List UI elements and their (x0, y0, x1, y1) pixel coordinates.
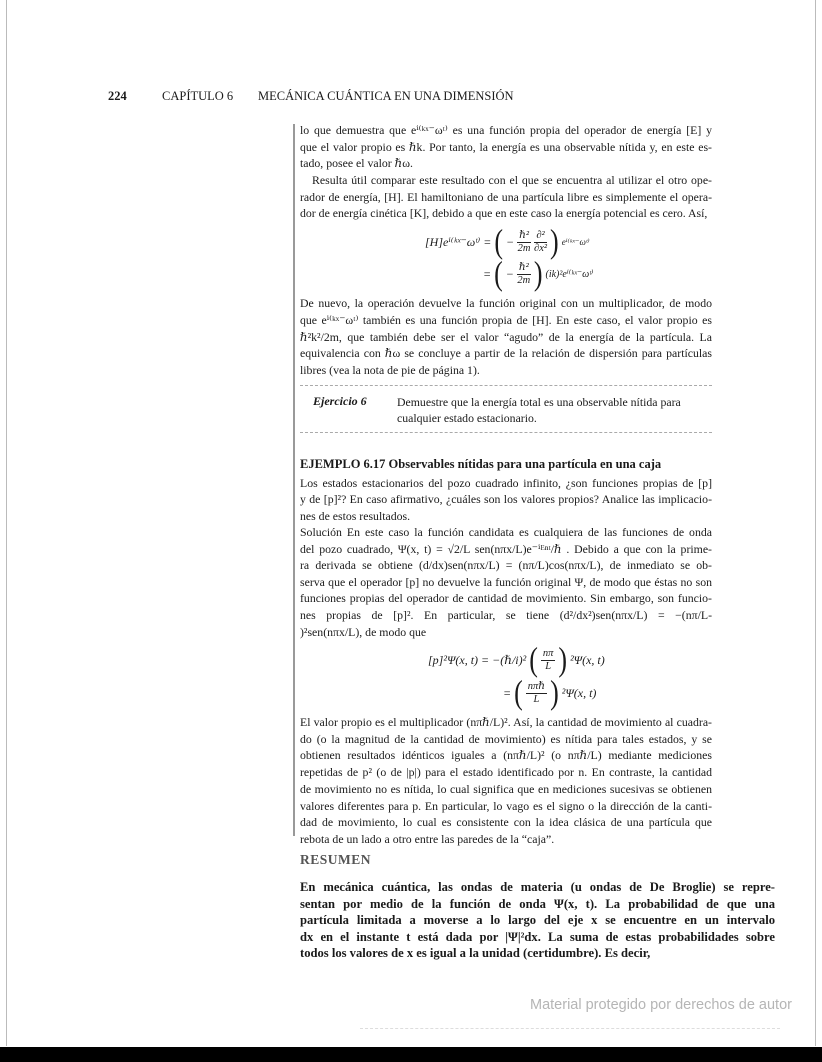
numerator: nπℏ (527, 680, 546, 692)
paren: ( (529, 640, 538, 679)
summary-line: dx en el instante t está dada por |Ψ|²dx. La suma de estas probabilidades sobre (300, 929, 775, 944)
fraction (526, 681, 547, 706)
paren: ) (533, 254, 543, 293)
paragraph-line: rebota de un lado a otro entre las paredes de la “caja”. (300, 831, 555, 846)
paragraph-line: De nuevo, la operación devuelve la función original con un multiplicador, de modo (300, 296, 712, 310)
fraction (541, 648, 556, 673)
paragraph-line: de movimiento no es nítida, lo cual significa que en mediciones sucesivas se obtienen (300, 781, 712, 796)
paragraph-line: valores diferentes para p. En particular, lo vago es el signo o la dirección de la canti- (300, 798, 712, 813)
numerator: ℏ² (519, 229, 530, 241)
paren: ( (494, 254, 503, 293)
paren: ) (550, 673, 559, 712)
summary-line: sentan por medio de la función de onda Ψ(x, t). La probabilidad de que una (300, 896, 775, 911)
solution-line: )²sen(nπx/L), de modo que (300, 624, 427, 639)
exercise-divider-bottom (300, 432, 712, 433)
paragraph-line: repetidas de p² (o de |p|) para el estado identificado por n. En contraste, la cantidad (300, 765, 712, 780)
paragraph-line: que el valor propio es ℏk. Por tanto, la energía es una observable nítida y, en este es- (300, 139, 712, 154)
example-question-line: y de [p]²? En caso afirmativo, ¿cuáles son los valores propios? Analice las implicacio- (300, 492, 712, 507)
paragraph-line: libres (vea la nota de pie de página 1). (300, 363, 480, 378)
example-question-line: Los estados estacionarios del pozo cuadrado infinito, ¿son funciones propias de [p] (300, 476, 712, 490)
paragraph-line: rador de energía, [H]. El hamiltoniano de una partícula libre es simplemente el opera- (300, 189, 712, 204)
fraction (517, 230, 531, 255)
exercise-label: Ejercicio 6 (313, 394, 367, 408)
chapter-title: MECÁNICA CUÁNTICA EN UNA DIMENSIÓN (258, 89, 514, 103)
numerator: ∂² (536, 229, 545, 241)
summary-line: partícula limitada a moverse a lo largo del eje x se encuentre en un intervalo (300, 913, 775, 928)
bottom-bar (0, 1047, 822, 1062)
eq-tail: (ik)²eⁱ⁽ᵏˣ⁻ωᵗ⁾ (545, 268, 594, 280)
paragraph-line: dad de movimiento, lo cual es consistente con la idea clásica de una partícula que (300, 815, 712, 830)
solution-line: del pozo cuadrado, Ψ(x, t) = √2/L sen(nπx/L)e⁻ⁱᴱⁿᵗ/ℏ . Debido a que con la prime- (300, 541, 712, 556)
example-question-line: nes de estos resultados. (300, 508, 411, 523)
copyright-watermark: Material protegido por derechos de autor (530, 997, 792, 1013)
paragraph-line: El valor propio es el multiplicador (nπℏ/L)². Así, la cantidad de movimiento al cuadra- (300, 715, 712, 729)
solution-line: ra derivada se obtiene (d/dx)sen(nπx/L) = (nπ/L)cos(nπx/L), de inmediato se ob- (300, 558, 712, 573)
page-border-left (6, 0, 7, 1046)
fraction (534, 230, 547, 255)
solution-line: funciones propias del operador de cantidad de movimiento. Sin embargo, son funcio- (300, 591, 712, 606)
solution-line: nes propias de [p]². En particular, se tiene (d²/dx²)sen(nπx/L) = −(nπ/L- (300, 608, 712, 622)
paren: ( (514, 673, 523, 712)
paragraph-line: equivalencia con ℏω se concluye a partir de la relación de dispersión para partículas (300, 346, 712, 361)
solution-line: serva que el operador [p] no devuelve la función original Ψ, de modo que éstas no son (300, 574, 712, 589)
numerator: ℏ² (518, 261, 529, 273)
denominator: L (533, 693, 540, 705)
eq-lhs: = (483, 266, 492, 281)
page-number: 224 (108, 89, 127, 103)
equation-hamiltonian-1 (425, 222, 590, 261)
equation-hamiltonian-2 (483, 254, 594, 293)
equation-momentum-2 (503, 673, 597, 712)
paragraph-line: ℏ²k²/2m, que también debe ser el valor “agudo” de la energía de la partícula. La (300, 329, 712, 344)
denominator: 2m (517, 274, 531, 286)
page-border-right (815, 0, 816, 1046)
paragraph-line: do (o la magnitud de la cantidad de movimiento) es nítida para tales estados, y se (300, 731, 712, 746)
footer-divider (360, 1028, 780, 1029)
paren: ( (494, 222, 503, 261)
denominator: 2m (517, 242, 531, 254)
denominator: ∂x² (534, 242, 548, 254)
paren: ) (550, 222, 559, 261)
equation-momentum-1 (428, 640, 605, 679)
summary-title: RESUMEN (300, 852, 372, 867)
numerator: nπ (542, 647, 554, 659)
example-title: EJEMPLO 6.17 Observables nítidas para una partícula en una caja (300, 457, 662, 471)
summary-line: todos los valores de x es igual a la unidad (certidumbre). Es decir, (300, 946, 651, 961)
paragraph-line: lo que demuestra que eⁱ⁽ᵏˣ⁻ωᵗ⁾ es una función propia del operador de energía [E] y (300, 123, 712, 137)
eq-lhs: = (503, 685, 512, 700)
eq-tail: ²Ψ(x, t) (561, 685, 597, 700)
eq-lhs: [p]²Ψ(x, t) = −(ℏ/i)² (428, 652, 527, 667)
paragraph-line: Resulta útil comparar este resultado con el que se encuentra al utilizar el otro ope- (312, 173, 712, 187)
chapter-label: CAPÍTULO 6 (162, 89, 234, 103)
example-margin-rule (293, 124, 295, 836)
solution-line: Solución En este caso la función candidata es cualquiera de las funciones de onda (300, 525, 712, 539)
paren: ) (558, 640, 568, 679)
paragraph-line: dor de energía cinética [K], debido a que en este caso la energía potencial es cero. Así, (300, 206, 708, 221)
denominator: L (545, 660, 552, 672)
fraction (517, 262, 531, 287)
eq-lhs: [H]eⁱ⁽ᵏˣ⁻ωᵗ⁾ = (425, 234, 492, 249)
eq-minus: − (506, 234, 515, 249)
paragraph-line: tado, posee el valor ℏω. (300, 156, 413, 171)
eq-tail: eⁱ⁽ᵏˣ⁻ωᵗ⁾ (561, 236, 590, 247)
eq-minus: − (505, 266, 514, 281)
summary-line: En mecánica cuántica, las ondas de materia (u ondas de De Broglie) se repre- (300, 880, 775, 894)
eq-tail: ²Ψ(x, t) (570, 652, 605, 667)
exercise-divider-top (300, 385, 712, 386)
exercise-text: Demuestre que la energía total es una observable nítida para cualquier estado estacionario. (397, 395, 681, 425)
paragraph-line: que eⁱ⁽ᵏˣ⁻ωᵗ⁾ también es una función propia de [H]. En este caso, el valor propio es (300, 312, 712, 327)
paragraph-line: obtienen resultados idénticos iguales a (nπℏ/L)² (o nπℏ/L) mediante mediciones (300, 748, 712, 763)
